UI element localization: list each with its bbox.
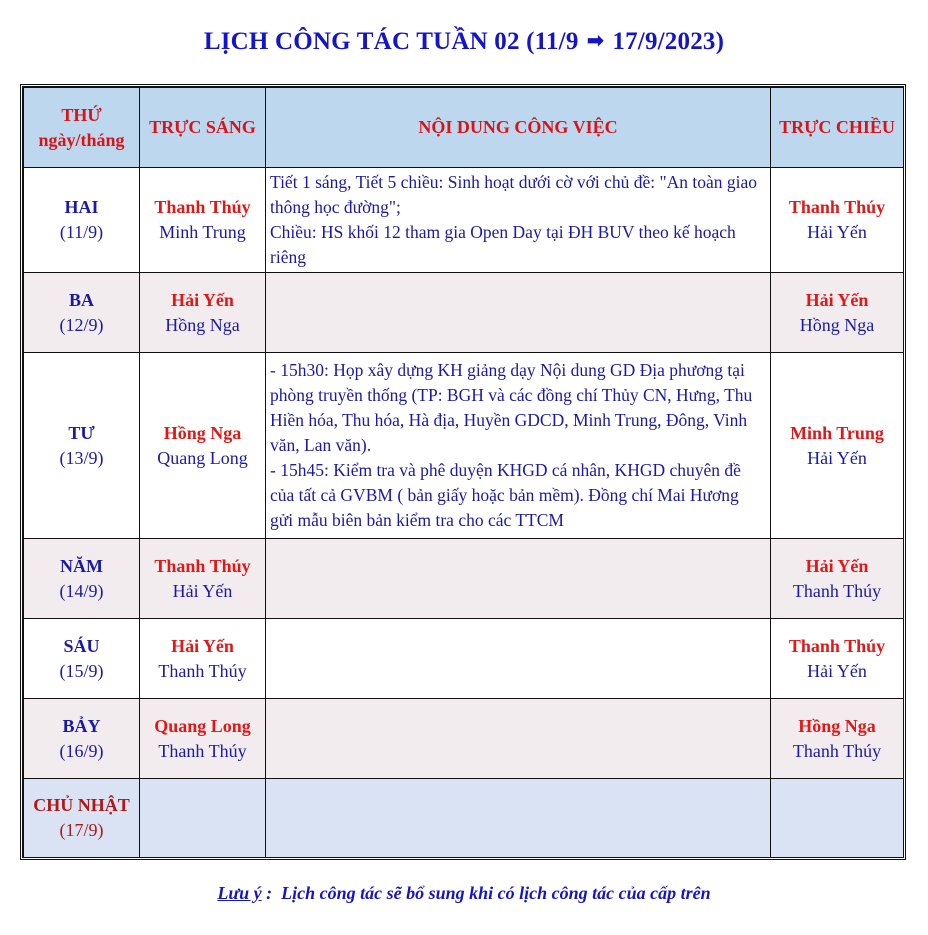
- morning-duty-cell: [140, 539, 266, 619]
- day-cell: [24, 273, 140, 353]
- content-line: Tiết 1 sáng, Tiết 5 chiều: Sinh hoạt dưới cờ với chủ đề: "An toàn giao thông học đường";: [270, 172, 758, 217]
- title-suffix: 17/9/2023): [612, 28, 725, 55]
- day-cell: [24, 699, 140, 779]
- morning-duty-cell: [140, 168, 266, 273]
- day-cell: [24, 779, 140, 858]
- afternoon-duty-cell: [771, 273, 904, 353]
- morning-lead: Quang Long: [154, 715, 251, 736]
- day-date: (12/9): [59, 314, 104, 335]
- afternoon-sub: Thanh Thúy: [792, 580, 882, 601]
- afternoon-duty-cell: [771, 168, 904, 273]
- afternoon-sub: Hải Yến: [807, 222, 867, 242]
- content-line: - 15h30: Họp xây dựng KH giảng dạy Nội dung GD Địa phương tại phòng truyền thống (TP: BGH và các đồng chí Thủy CN, Hưng, Thu Hiền hóa, Thu hóa, Hà địa, Huyền GDCD, Minh Trung, Đông, Vinh văn, Lan văn).: [270, 360, 753, 455]
- content-cell: [266, 779, 771, 858]
- content-cell: [266, 539, 771, 619]
- content-cell: [266, 699, 771, 779]
- footnote-label: Lưu ý: [217, 883, 262, 903]
- schedule-table-frame: [20, 84, 906, 860]
- afternoon-lead: Hải Yến: [805, 289, 869, 310]
- morning-sub: Thanh Thúy: [158, 660, 247, 681]
- table-row: [24, 619, 904, 699]
- footnote-text: Lịch công tác sẽ bổ sung khi có lịch công tác của cấp trên: [281, 883, 711, 903]
- morning-duty-cell: [140, 699, 266, 779]
- day-date: (14/9): [59, 580, 104, 601]
- morning-sub: Hồng Nga: [165, 314, 240, 335]
- morning-lead: Hải Yến: [171, 289, 234, 310]
- day-date: (17/9): [59, 820, 104, 840]
- right-arrow-icon: ➡: [586, 30, 604, 52]
- content-cell: [266, 168, 771, 273]
- afternoon-lead: Hải Yến: [805, 555, 869, 576]
- day-name: BA: [68, 289, 94, 310]
- day-date: (15/9): [59, 660, 104, 681]
- schedule-table: [23, 87, 904, 858]
- table-row: [24, 273, 904, 353]
- morning-sub: Minh Trung: [159, 222, 246, 242]
- afternoon-lead: Hồng Nga: [798, 715, 876, 736]
- day-name: HAI: [64, 197, 99, 217]
- day-name: CHỦ NHẬT: [33, 795, 130, 815]
- afternoon-duty-cell: [771, 779, 904, 858]
- table-row: [24, 779, 904, 858]
- day-date: (13/9): [59, 447, 104, 468]
- afternoon-lead: Thanh Thúy: [788, 635, 886, 656]
- title-prefix: LỊCH CÔNG TÁC TUẦN 02 (11/9: [203, 28, 579, 55]
- morning-duty-cell: [140, 619, 266, 699]
- day-date: (16/9): [59, 740, 104, 761]
- header-morning: TRỰC SÁNG: [140, 88, 266, 168]
- morning-lead: Hải Yến: [171, 635, 234, 656]
- afternoon-duty-cell: [771, 539, 904, 619]
- footnote-separator: :: [261, 883, 282, 903]
- afternoon-duty-cell: [771, 619, 904, 699]
- content-line: - 15h45: Kiểm tra và phê duyện KHGD cá nhân, KHGD chuyên đề của tất cả GVBM ( bản giấy hoặc bản mềm). Đồng chí Mai Hương gửi mẫu biên bản kiểm tra cho các TTCM: [270, 460, 741, 530]
- day-name: SÁU: [63, 635, 100, 656]
- day-cell: [24, 539, 140, 619]
- header-content: NỘI DUNG CÔNG VIỆC: [266, 88, 771, 168]
- afternoon-sub: Thanh Thúy: [792, 740, 882, 761]
- table-row: [24, 699, 904, 779]
- table-row: [24, 539, 904, 619]
- header-day-line1: THỨ: [61, 104, 102, 125]
- day-name: NĂM: [60, 555, 103, 576]
- day-cell: [24, 353, 140, 539]
- morning-lead: Thanh Thúy: [154, 197, 251, 217]
- day-cell: [24, 619, 140, 699]
- morning-duty-cell: [140, 353, 266, 539]
- morning-lead: Thanh Thúy: [154, 555, 251, 576]
- day-name: TƯ: [68, 422, 95, 443]
- content-cell: [266, 353, 771, 539]
- content-line: Chiều: HS khối 12 tham gia Open Day tại ĐH BUV theo kế hoạch riêng: [270, 222, 736, 267]
- afternoon-sub: Hải Yến: [807, 447, 867, 468]
- afternoon-lead: Minh Trung: [790, 422, 884, 443]
- header-afternoon: TRỰC CHIỀU: [771, 88, 904, 168]
- table-row: [24, 168, 904, 273]
- morning-duty-cell: [140, 779, 266, 858]
- table-row: [24, 353, 904, 539]
- content-cell: [266, 619, 771, 699]
- page-title: [0, 28, 928, 56]
- header-day: [24, 88, 140, 168]
- table-header-row: [24, 88, 904, 168]
- header-day-line2: ngày/tháng: [38, 129, 125, 150]
- content-cell: [266, 273, 771, 353]
- afternoon-sub: Hồng Nga: [799, 314, 875, 335]
- footnote: [0, 883, 928, 904]
- day-date: (11/9): [59, 222, 104, 242]
- afternoon-duty-cell: [771, 699, 904, 779]
- day-name: BẢY: [62, 715, 101, 736]
- morning-sub: Thanh Thúy: [158, 740, 247, 761]
- morning-sub: Hải Yến: [172, 580, 233, 601]
- afternoon-sub: Hải Yến: [807, 660, 867, 681]
- afternoon-lead: Thanh Thúy: [788, 197, 886, 217]
- morning-sub: Quang Long: [157, 447, 248, 468]
- morning-lead: Hồng Nga: [163, 422, 242, 443]
- afternoon-duty-cell: [771, 353, 904, 539]
- day-cell: [24, 168, 140, 273]
- morning-duty-cell: [140, 273, 266, 353]
